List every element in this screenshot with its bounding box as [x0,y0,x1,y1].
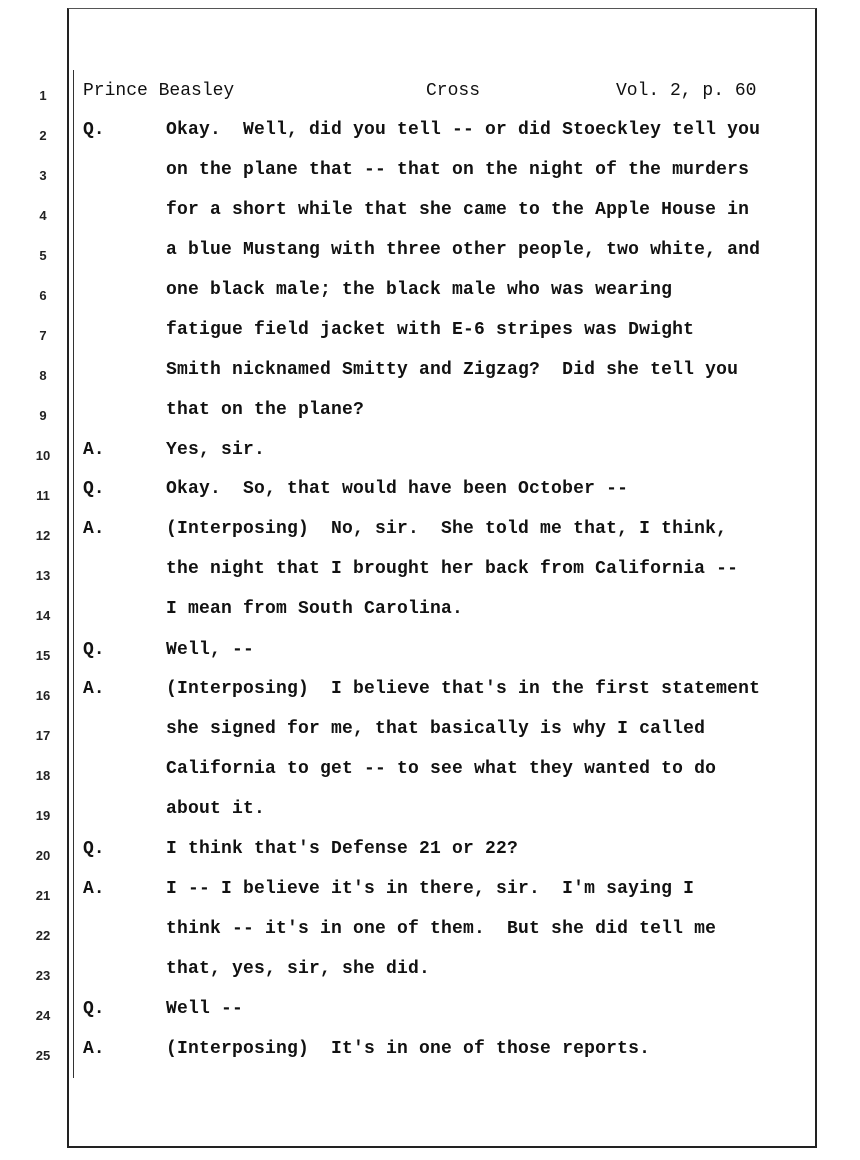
line-number: 2 [39,128,47,143]
transcript-line-text: Okay. Well, did you tell -- or did Stoeckley tell you [166,120,761,140]
speaker-label: A. [83,679,105,699]
transcript-line-text: (Interposing) It's in one of those reports. [166,1039,651,1059]
speaker-label: A. [83,519,105,539]
line-number: 15 [35,648,51,663]
left-margin-rule [73,70,74,1078]
transcript-line-text: fatigue field jacket with E-6 stripes was Dwight [166,320,695,340]
transcript-line-text: Yes, sir. [166,440,266,460]
speaker-label: A. [83,1039,105,1059]
transcript-line-text: I think that's Defense 21 or 22? [166,839,519,859]
transcript-line-text: Well -- [166,999,244,1019]
transcript-line-text: on the plane that -- that on the night of the murders [166,160,750,180]
speaker-label: Q. [83,479,105,499]
header-volume-page: Vol. 2, p. 60 [616,81,757,101]
speaker-label: Q. [83,999,105,1019]
line-number: 23 [35,968,51,983]
line-number: 21 [35,888,51,903]
line-number: 10 [35,448,51,463]
line-number: 22 [35,928,51,943]
line-number: 20 [35,848,51,863]
transcript-line-text: I mean from South Carolina. [166,599,464,619]
line-number: 24 [35,1008,51,1023]
speaker-label: A. [83,440,105,460]
transcript-line-text: I -- I believe it's in there, sir. I'm saying I [166,879,695,899]
line-number: 1 [39,88,47,103]
speaker-label: Q. [83,640,105,660]
transcript-line-text: Well, -- [166,640,255,660]
transcript-line-text: one black male; the black male who was wearing [166,280,673,300]
speaker-label: Q. [83,839,105,859]
line-number: 11 [36,488,50,503]
line-number: 13 [35,568,51,583]
speaker-label: Q. [83,120,105,140]
transcript-line-text: the night that I brought her back from California -- [166,559,739,579]
transcript-line-text: (Interposing) No, sir. She told me that, I think, [166,519,728,539]
transcript-line-text: for a short while that she came to the Apple House in [166,200,750,220]
speaker-label: A. [83,879,105,899]
line-number: 8 [39,368,47,383]
line-number: 17 [35,728,51,743]
line-number: 9 [39,408,47,423]
line-number: 3 [39,168,47,183]
header-examination: Cross [426,81,481,101]
transcript-line-text: she signed for me, that basically is why I called [166,719,706,739]
line-number: 19 [35,808,51,823]
line-number: 16 [35,688,51,703]
transcript-line-text: that, yes, sir, she did. [166,959,431,979]
line-number: 5 [39,248,47,263]
transcript-line-text: that on the plane? [166,400,365,420]
header-witness: Prince Beasley [83,81,235,101]
line-number: 12 [35,528,51,543]
line-number: 4 [39,208,47,223]
transcript-line-text: Okay. So, that would have been October -- [166,479,629,499]
transcript-line-text: about it. [166,799,266,819]
line-number: 14 [35,608,51,623]
line-number: 25 [35,1048,51,1063]
line-number: 6 [39,288,47,303]
transcript-line-text: (Interposing) I believe that's in the first statement [166,679,761,699]
transcript-line-text: think -- it's in one of them. But she did tell me [166,919,717,939]
transcript-line-text: a blue Mustang with three other people, two white, and [166,240,761,260]
line-number: 18 [35,768,51,783]
line-number: 7 [39,328,47,343]
transcript-line-text: California to get -- to see what they wanted to do [166,759,717,779]
transcript-line-text: Smith nicknamed Smitty and Zigzag? Did she tell you [166,360,739,380]
